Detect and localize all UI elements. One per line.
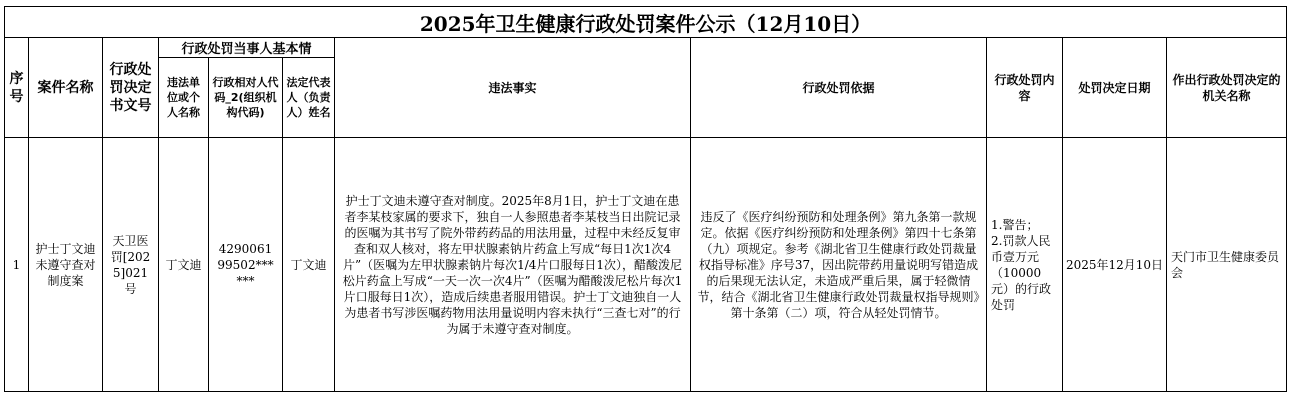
row-party-code: 429006199502****** <box>209 138 283 392</box>
header-party-name: 违法单位或个人名称 <box>159 58 209 138</box>
header-case-name: 案件名称 <box>29 38 103 138</box>
row-party-name: 丁文迪 <box>159 138 209 392</box>
header-authority: 作出行政处罚决定的机关名称 <box>1167 38 1287 138</box>
row-decision-no: 天卫医罚[2025]021号 <box>103 138 159 392</box>
row-legal-rep: 丁文迪 <box>283 138 335 392</box>
header-seq: 序号 <box>5 38 29 138</box>
header-legal-rep: 法定代表人（负责人）姓名 <box>283 58 335 138</box>
header-penalty: 行政处罚内容 <box>987 38 1063 138</box>
row-authority: 天门市卫生健康委员会 <box>1167 138 1287 392</box>
row-basis: 违反了《医疗纠纷预防和处理条例》第九条第一款规定。依据《医疗纠纷预防和处理条例》第四十七条第（九）项规定。参考《湖北省卫生健康行政处罚裁量权指导标准》序号37，因出院带药用量说明写错造成的后果现无法认定，未造成严重后果，属于轻微情节，结合《湖北省卫生健康行政处罚裁量权指导规则》第十条第（二）项，符合从轻处罚情节。 <box>691 138 987 392</box>
penalty-disclosure-table <box>4 6 1287 392</box>
row-date: 2025年12月10日 <box>1063 138 1167 392</box>
page-title: 2025年卫生健康行政处罚案件公示（12月10日） <box>5 7 1287 38</box>
header-facts: 违法事实 <box>335 38 691 138</box>
row-seq: 1 <box>5 138 29 392</box>
header-basis: 行政处罚依据 <box>691 38 987 138</box>
header-party-code: 行政相对人代码_2(组织机构代码) <box>209 58 283 138</box>
header-decision-no: 行政处罚决定书文号 <box>103 38 159 138</box>
row-facts: 护士丁文迪未遵守查对制度。2025年8月1日，护士丁文迪在患者李某枝家属的要求下，独自一人参照患者李某枝当日出院记录的医嘱为其书写了院外带药药品的用法用量，过程中未经反复审查和双人核对，将左甲状腺素钠片药盒上写成“每日1次1次4片”（医嘱为左甲状腺素钠片每次1/4片口服每日1次），醋酸泼尼松片药盒上写成“一天一次一次4片”（医嘱为醋酸泼尼松片每次1片口服每日1次），造成后续患者服用错误。护士丁文迪独自一人为患者书写涉医嘱药物用法用量说明内容未执行“三查七对”的行为属于未遵守查对制度。 <box>335 138 691 392</box>
header-party-group: 行政处罚当事人基本情 <box>159 38 335 58</box>
table-row <box>5 138 1287 392</box>
row-penalty: 1.警告； 2.罚款人民币壹万元（10000元）的行政处罚 <box>987 138 1063 392</box>
row-case-name: 护士丁文迪未遵守查对制度案 <box>29 138 103 392</box>
header-date: 处罚决定日期 <box>1063 38 1167 138</box>
